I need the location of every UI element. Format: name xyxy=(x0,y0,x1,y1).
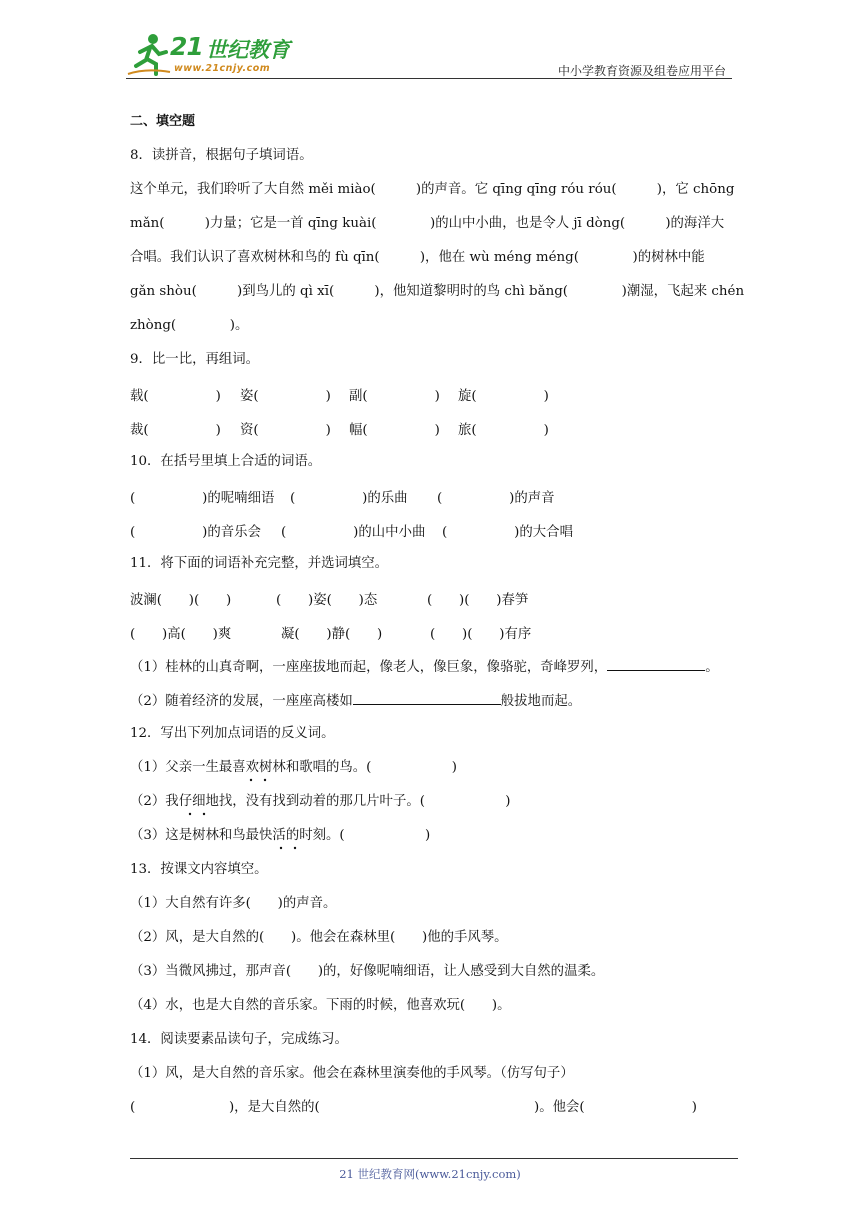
logo-number: 21 xyxy=(170,32,203,61)
q13-sentence-2: （2）风，是大自然的( )。他会在森林里( )他的手风琴。 xyxy=(130,930,508,945)
q11-cell: ( )( )春笋 xyxy=(427,593,529,608)
q11-cell: ( )姿( )态 xyxy=(276,593,378,608)
q8-line-3: 合唱。我们认识了喜欢树林和鸟的 fù qīn( )，他在 wù méng méng( )的树林中能 xyxy=(130,250,705,265)
q9-cell: 副( ) xyxy=(349,389,440,404)
platform-label: 中小学教育资源及组卷应用平台 xyxy=(557,64,726,78)
footer-divider xyxy=(130,1158,738,1159)
q11-cell: ( )高( )爽 xyxy=(130,627,232,642)
site-logo xyxy=(126,30,296,80)
q14-sentence-1: （1）风，是大自然的音乐家。他会在森林里演奏他的手风琴。（仿写句子） xyxy=(130,1066,574,1081)
answer-blank[interactable] xyxy=(607,657,705,671)
header-divider xyxy=(126,78,732,79)
q11-s1-text: （1）桂林的山真奇啊，一座座拔地而起，像老人，像巨象，像骆驼，奇峰罗列， xyxy=(130,660,608,675)
q11-title: 11．将下面的词语补充完整，并选词填空。 xyxy=(130,556,389,571)
q8-line-4: gǎn shòu( )到鸟儿的 qì xī( )，他知道黎明时的鸟 chì bǎng( )潮湿，飞起来 chén xyxy=(130,284,745,299)
q9-cell: 旅( ) xyxy=(458,423,549,438)
q9-cell: 载( ) xyxy=(130,389,221,404)
q12-sentence-1: （1）父亲一生最喜欢树林和歌唱的鸟。( ) xyxy=(130,760,457,775)
q9-cell: 资( ) xyxy=(240,423,331,438)
q10-cell: ( )的乐曲 xyxy=(290,491,408,506)
q9-cell: 幅( ) xyxy=(349,423,440,438)
q11-s2-text: （2）随着经济的发展，一座座高楼如 xyxy=(130,694,353,709)
q14-sentence-2: ( )，是大自然的( )。他会( ) xyxy=(130,1100,697,1115)
answer-blank[interactable] xyxy=(353,691,501,705)
q11-cell: 凝( )静( ) xyxy=(281,627,383,642)
q11-cell: 波澜( )( ) xyxy=(130,593,232,608)
q10-cell: ( )的大合唱 xyxy=(442,525,573,540)
q9-cell: 裁( ) xyxy=(130,423,221,438)
q11-s2-end: 般拔地而起。 xyxy=(500,694,582,709)
q10-cell: ( )的声音 xyxy=(437,491,555,506)
logo-url: www.21cnjy.com xyxy=(174,63,271,74)
q12-sentence-3: （3）这是树林和鸟最快活的时刻。( ) xyxy=(130,828,431,843)
q14-title: 14．阅读要素品读句子，完成练习。 xyxy=(130,1032,348,1047)
section-title: 二、填空题 xyxy=(130,114,196,129)
q8-line-1: 这个单元，我们聆听了大自然 měi miào( )的声音。它 qīng qīng róu róu( )，它 chōng xyxy=(130,182,735,197)
q9-title: 9．比一比，再组词。 xyxy=(130,352,260,367)
q13-sentence-3: （3）当微风拂过，那声音( )的，好像呢喃细语，让人感受到大自然的温柔。 xyxy=(130,964,605,979)
q8-line-5: zhòng( )。 xyxy=(130,318,249,333)
q10-cell: ( )的山中小曲 xyxy=(281,525,426,540)
q11-s1-end: 。 xyxy=(705,660,719,675)
q9-cell: 旋( ) xyxy=(458,389,549,404)
q11-cell: ( )( )有序 xyxy=(430,627,532,642)
q13-title: 13．按课文内容填空。 xyxy=(130,862,268,877)
q12-title: 12．写出下列加点词语的反义词。 xyxy=(130,726,335,741)
q10-title: 10．在括号里填上合适的词语。 xyxy=(130,454,322,469)
runner-icon xyxy=(126,30,172,76)
q13-sentence-4: （4）水，也是大自然的音乐家。下雨的时候，他喜欢玩( )。 xyxy=(130,998,511,1013)
q13-sentence-1: （1）大自然有许多( )的声音。 xyxy=(130,896,337,911)
q9-cell: 姿( ) xyxy=(240,389,331,404)
q8-line-2: mǎn( )力量；它是一首 qīng kuài( )的山中小曲，也是令人 jī dòng( )的海洋大 xyxy=(130,216,725,231)
q8-title: 8．读拼音，根据句子填词语。 xyxy=(130,148,313,163)
q11-sentence-1 xyxy=(130,657,719,677)
q12-sentence-2: （2）我仔细地找，没有找到动着的那几片叶子。( ) xyxy=(130,794,511,809)
logo-chinese-name: 世纪教育 xyxy=(206,38,290,62)
q11-sentence-2 xyxy=(130,691,581,711)
page-header xyxy=(126,30,732,80)
q10-cell: ( )的音乐会 xyxy=(130,525,261,540)
page-footer: 21 世纪教育网(www.21cnjy.com) xyxy=(339,1167,521,1181)
q10-cell: ( )的呢喃细语 xyxy=(130,491,275,506)
